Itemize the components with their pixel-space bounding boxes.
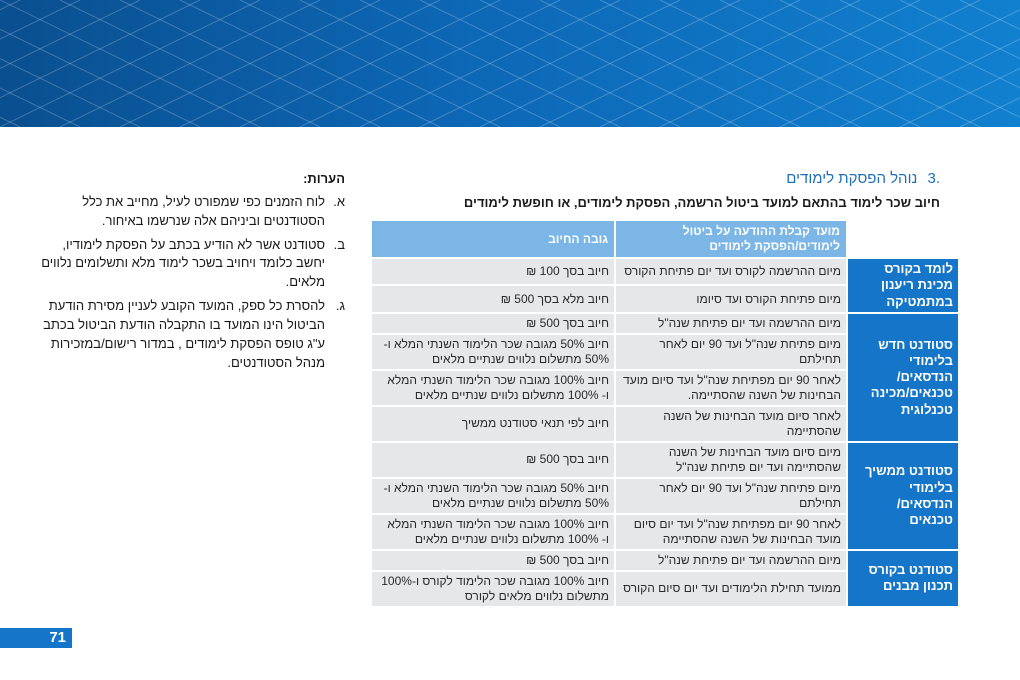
section-subtitle: חיוב שכר לימוד בהתאם למועד ביטול הרשמה, הפסקת לימודים, או חופשת לימודים [463, 195, 940, 210]
group-label: סטודנט ממשיך בלימודי הנדסאים/ טכנאים [847, 442, 959, 550]
header-charge: גובה החיוב [371, 220, 615, 258]
timing-cell: לאחר 90 יום מפתיחת שנה"ל ועד סיום מועד הבחינות של השנה שהסתיימה. [615, 370, 847, 406]
note-marker: א. [333, 193, 345, 209]
note-marker: ב. [333, 236, 345, 252]
section-header [380, 170, 940, 210]
timing-cell: מיום ההרשמה ועד יום פתיחת שנה"ל [615, 313, 847, 334]
charge-cell: חיוב 100% מגובה שכר הלימוד השנתי המלא ו- 100% מתשלום נלווים שנתיים מלאים [371, 370, 615, 406]
timing-cell: מיום ההרשמה ועד יום פתיחת שנה"ל [615, 550, 847, 571]
note-marker: ג. [335, 298, 345, 314]
table-header-row [371, 220, 959, 258]
section-number: .3 [927, 170, 940, 187]
charge-cell: חיוב בסך 500 ₪ [371, 550, 615, 571]
timing-cell: מיום פתיחת שנה"ל ועד 90 יום לאחר תחילתם [615, 478, 847, 514]
diamond-pattern-graphic [0, 0, 1020, 127]
group-label: סטודנט חדש בלימודי הנדסאים/ טכנאים/מכינה טכנלוגית [847, 313, 959, 442]
charge-cell: חיוב מלא בסך 500 ₪ [371, 285, 615, 312]
charge-cell: חיוב בסך 100 ₪ [371, 258, 615, 285]
timing-cell: מיום פתיחת הקורס ועד סיומו [615, 285, 847, 312]
timing-cell: מיום ההרשמה לקורס ועד יום פתיחת הקורס [615, 258, 847, 285]
cancellation-fees-table [370, 219, 960, 608]
section-title [380, 170, 940, 187]
note-item [40, 193, 345, 231]
header-blank-cell [847, 220, 959, 258]
timing-cell: מיום סיום מועד הבחינות של השנה שהסתיימה ועד יום פתיחת שנה"ל [615, 442, 847, 478]
note-text: להסרת כל ספק, המועד הקובע לעניין מסירת הודעת הביטול הינו המועד בו התקבלה הודעת הביטול בכתב ע"ג טופס הפסקת לימודים , במדור רישום/במזכירות מנהל הסטודנטים. [43, 298, 325, 370]
table-row [371, 258, 959, 285]
page-number: 71 [0, 628, 72, 648]
timing-cell: לאחר 90 יום מפתיחת שנה"ל ועד יום סיום מועד הבחינות של השנה שהסתיימה [615, 514, 847, 550]
charge-cell: חיוב 100% מגובה שכר הלימוד השנתי המלא ו- 100% מתשלום נלווים שנתיים מלאים [371, 514, 615, 550]
header-banner [0, 0, 1020, 127]
timing-cell: לאחר סיום מועד הבחינות של השנה שהסתיימה [615, 406, 847, 442]
header-timing: מועד קבלת ההודעה על ביטול לימודים/הפסקת לימודים [615, 220, 847, 258]
table-row [371, 313, 959, 334]
group-label: סטודנט בקורס תכנון מבנים [847, 550, 959, 607]
timing-cell: ממועד תחילת הלימודים ועד יום סיום הקורס [615, 571, 847, 607]
notes-section [40, 170, 345, 377]
note-text: סטודנט אשר לא הודיע בכתב על הפסקת לימודיו, יחשב כלומד ויחויב בשכר לימוד מלא ותשלומים נלווים מלאים. [41, 236, 325, 290]
table-row [371, 550, 959, 571]
charge-cell: חיוב 50% מגובה שכר הלימוד השנתי המלא ו- 50% מתשלום נלווים שנתיים מלאים [371, 478, 615, 514]
section-title-text: נוהל הפסקת לימודים [786, 170, 918, 187]
table-row [371, 442, 959, 478]
charge-cell: חיוב לפי תנאי סטודנט ממשיך [371, 406, 615, 442]
notes-title: הערות: [303, 171, 345, 186]
charge-cell: חיוב בסך 500 ₪ [371, 442, 615, 478]
note-text: לוח הזמנים כפי שמפורט לעיל, מחייב את כלל הסטודנטים וביניהם אלה שנרשמו באיחור. [82, 193, 325, 228]
charge-cell: חיוב 50% מגובה שכר הלימוד השנתי המלא ו- 50% מתשלום נלווים שנתיים מלאים [371, 334, 615, 370]
note-item [40, 236, 345, 293]
charge-cell: חיוב 100% מגובה שכר הלימוד לקורס ו-100% מתשלום נלווים מלאים לקורס [371, 571, 615, 607]
timing-cell: מיום פתיחת שנה"ל ועד 90 יום לאחר תחילתם [615, 334, 847, 370]
note-item [40, 297, 345, 372]
group-label: לומד בקורס מכינת ריענון במתמטיקה [847, 258, 959, 313]
charge-cell: חיוב בסך 500 ₪ [371, 313, 615, 334]
